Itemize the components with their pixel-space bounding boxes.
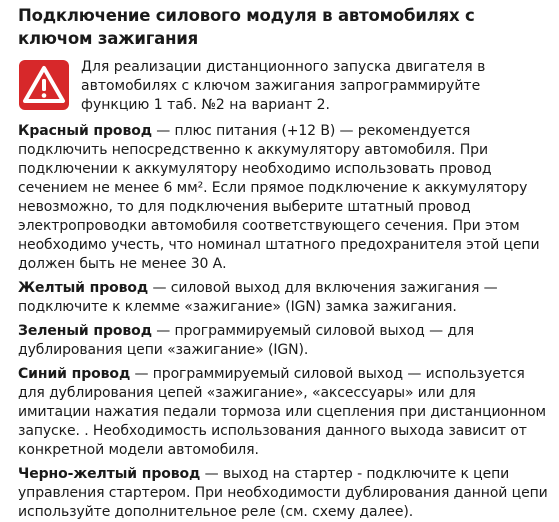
desc-yellow-wire: — силовой выход для включения зажигания — подключите к клемме «зажигание» (IGN) замка зажигания. [18,280,498,315]
desc-blue-wire: — программируемый силовой выход — используется для дублирования цепей «зажигание», «аксессуары» или для имитации нажатия педали тормоза или сцепления при дистанционном запуске. . Необходимость использования данного выхода зависит от конкретной модели автомобиля. [18,366,547,458]
section-title: Подключение силового модуля в автомобилях с ключом зажигания [18,6,475,48]
paragraph-green-wire [18,322,549,360]
warning-note [18,56,549,115]
desc-black-yellow-wire: — выход на стартер - подключите к цепи управления стартером. При необходимости дублирования данной цепи используйте дополнительное реле (см. схему далее). [18,466,548,520]
paragraph-yellow-wire [18,279,549,317]
warning-text: Для реализации дистанционного запуска двигателя в автомобилях с ключом зажигания запрограммируйте функцию 1 таб. №2 на вариант 2. [81,59,486,113]
paragraph-black-yellow-wire [18,465,549,522]
desc-green-wire: — программируемый силовой выход — для дублирования цепи «зажигание» (IGN). [18,323,475,358]
paragraph-blue-wire [18,365,549,460]
warning-triangle-icon [19,60,69,110]
term-blue-wire: Синий провод [18,366,131,382]
term-green-wire: Зеленый провод [18,323,152,339]
term-black-yellow-wire: Черно-желтый провод [18,466,201,482]
term-red-wire: Красный провод [18,123,152,139]
paragraph-red-wire [18,122,549,274]
term-yellow-wire: Желтый провод [18,280,149,296]
desc-red-wire: — плюс питания (+12 В) — рекомендуется подключить непосредственно к аккумулятору автомобиля. При подключении к аккумулятору необходимо использовать провод сечением не менее 6 мм². Если прямое подключение к аккумулятору невозможно, то для подключения выберите штатный провод электропроводки автомобиля соответствующего сечения. При этом необходимо учесть, что номинал штатного предохранителя этой цепи должен быть не менее 30 А. [18,123,540,272]
